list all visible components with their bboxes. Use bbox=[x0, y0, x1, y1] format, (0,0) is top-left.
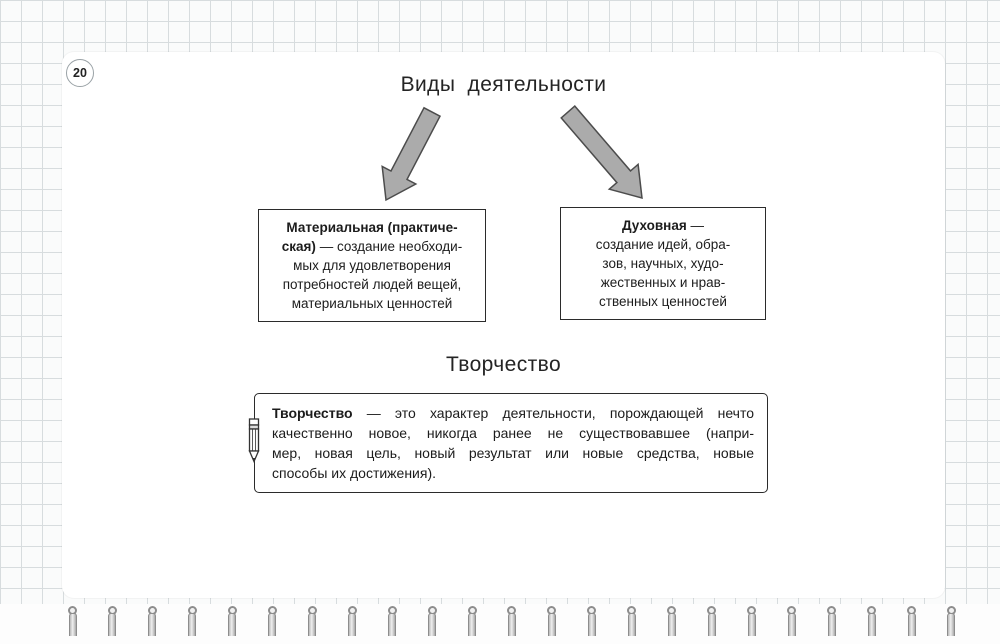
material-activity-box bbox=[258, 209, 486, 322]
plain-text: — bbox=[686, 218, 704, 233]
text-line bbox=[565, 235, 761, 254]
spiral-ring bbox=[68, 606, 77, 636]
spiral-ring bbox=[907, 606, 916, 636]
text-line bbox=[272, 423, 754, 443]
plain-text: способы их достижения). bbox=[272, 465, 437, 481]
plain-text: ственных ценностей bbox=[599, 294, 727, 309]
spiral-ring bbox=[188, 606, 197, 636]
text-line bbox=[263, 294, 481, 313]
spiral-ring bbox=[228, 606, 237, 636]
text-line bbox=[263, 256, 481, 275]
text-line bbox=[565, 292, 761, 311]
spiral-ring bbox=[747, 606, 756, 636]
text-line bbox=[272, 463, 754, 483]
arrow-down-right-icon bbox=[561, 106, 642, 198]
spiral-ring bbox=[348, 606, 357, 636]
spiral-ring bbox=[507, 606, 516, 636]
section-heading: Творчество bbox=[445, 353, 562, 376]
plain-text: — создание необходи- bbox=[315, 239, 463, 254]
plain-text: потребностей людей вещей, bbox=[282, 277, 462, 292]
spiral-ring bbox=[388, 606, 397, 636]
spiral-ring bbox=[547, 606, 556, 636]
text-line bbox=[263, 218, 481, 237]
spiral-ring bbox=[707, 606, 716, 636]
bold-text: Творчество bbox=[272, 405, 353, 421]
page-number: 20 bbox=[73, 66, 87, 80]
plain-text: зов, научных, худо- bbox=[602, 256, 724, 271]
plain-text: мых для удовлетворения bbox=[293, 258, 451, 273]
definition-box bbox=[254, 393, 768, 493]
spiral-ring bbox=[627, 606, 636, 636]
spiral-ring bbox=[468, 606, 477, 636]
bold-text: Материальная (практиче- bbox=[286, 220, 458, 235]
text-line bbox=[565, 216, 761, 235]
spiritual-activity-box bbox=[560, 207, 766, 320]
plain-text: — это характер деятельности, порождающей нечто bbox=[352, 405, 754, 421]
spiral-binding bbox=[68, 606, 956, 644]
text-line bbox=[272, 443, 754, 463]
spiral-ring bbox=[867, 606, 876, 636]
plain-text: материальных ценностей bbox=[291, 296, 453, 311]
text-line bbox=[272, 403, 754, 423]
plain-text: создание идей, обра- bbox=[595, 237, 731, 252]
pencil-icon bbox=[244, 418, 264, 469]
page-title: Виды деятельности bbox=[400, 73, 607, 96]
plain-text: качественно новое, никогда ранее не существовавшее (напри- bbox=[272, 425, 754, 441]
text-line bbox=[565, 254, 761, 273]
page-number-badge bbox=[66, 59, 94, 87]
spiral-ring bbox=[587, 606, 596, 636]
spiral-ring bbox=[667, 606, 676, 636]
plain-text: мер, новая цель, новый результат или новые средства, новые bbox=[272, 445, 754, 461]
plain-text: жественных и нрав- bbox=[600, 275, 726, 290]
spiral-ring bbox=[148, 606, 157, 636]
spiral-ring bbox=[827, 606, 836, 636]
spiral-ring bbox=[947, 606, 956, 636]
spiral-ring bbox=[268, 606, 277, 636]
text-line bbox=[263, 275, 481, 294]
bold-text: ская) bbox=[281, 239, 316, 254]
spiral-ring bbox=[428, 606, 437, 636]
bold-text: Духовная bbox=[622, 218, 687, 233]
spiral-ring bbox=[108, 606, 117, 636]
arrow-down-left-icon bbox=[382, 108, 440, 200]
spiral-ring bbox=[308, 606, 317, 636]
text-line bbox=[565, 273, 761, 292]
spiral-ring bbox=[787, 606, 796, 636]
text-line bbox=[263, 237, 481, 256]
